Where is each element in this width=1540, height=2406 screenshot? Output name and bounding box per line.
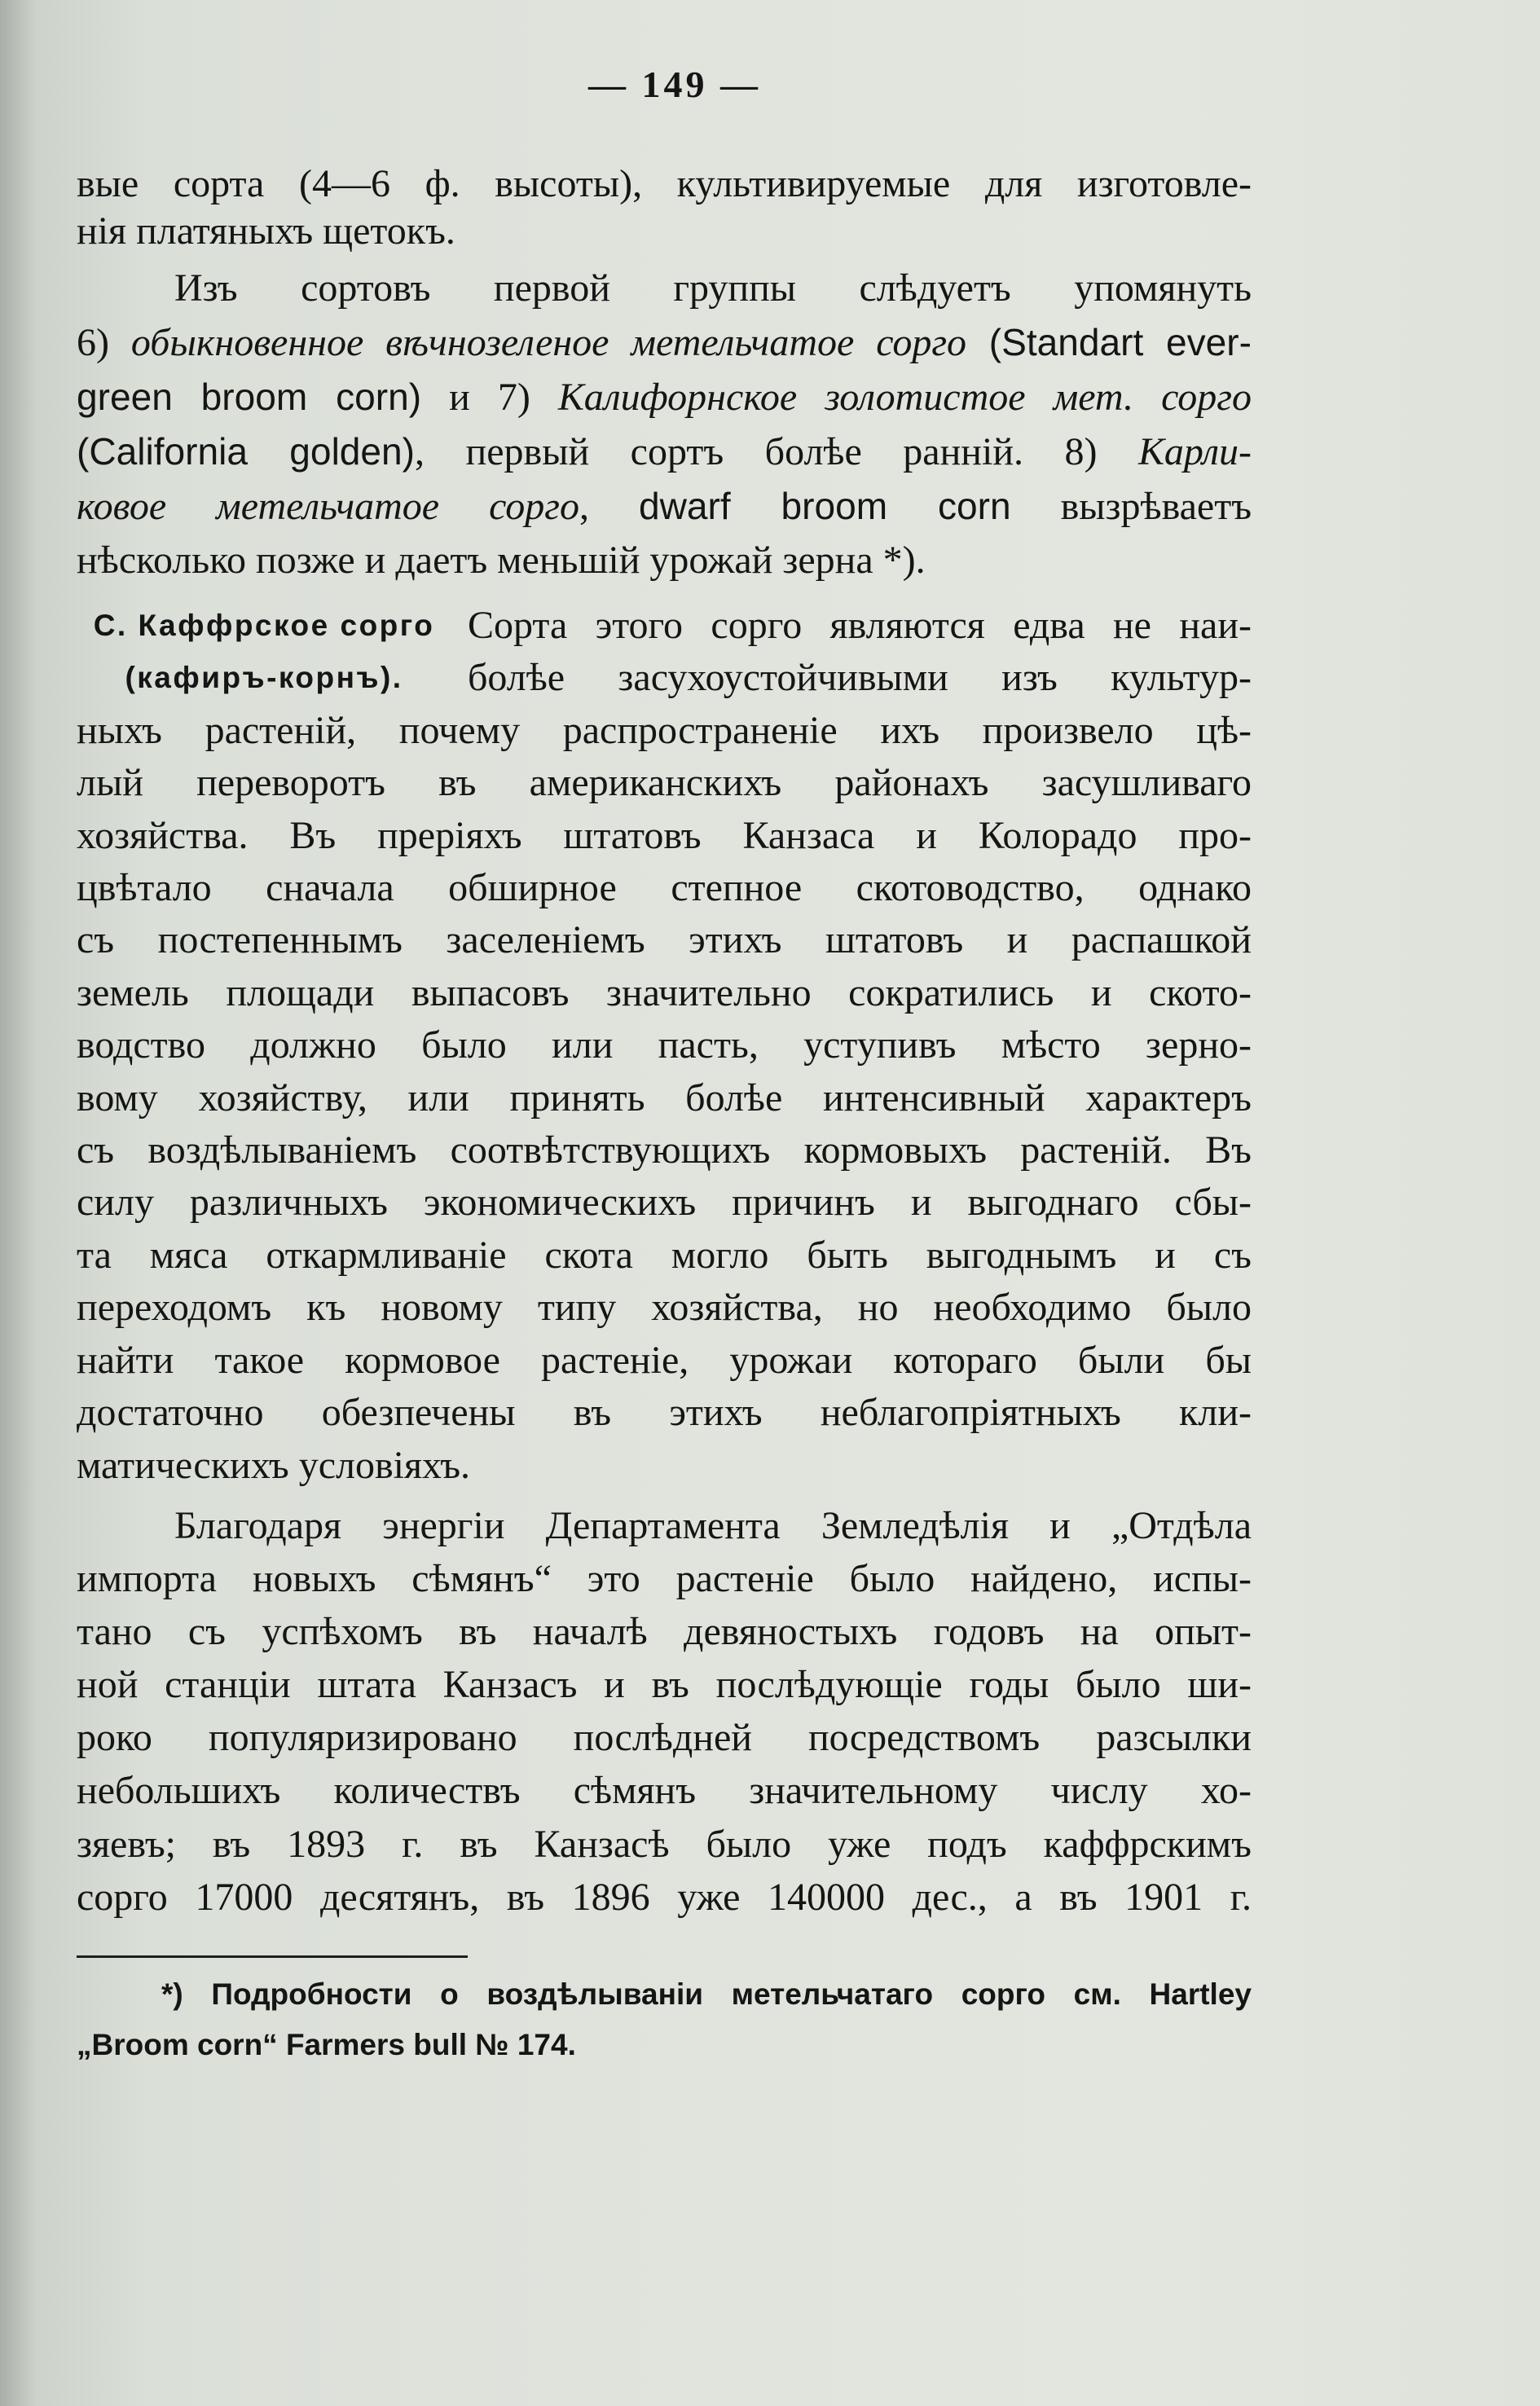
text-line	[77, 1335, 1252, 1387]
text-line	[77, 370, 1252, 424]
italic-text: Калифорнское золотистое мет. сорго	[557, 376, 1252, 419]
text-run: земель площади выпасовъ значительно сократились и ското-	[77, 970, 1252, 1014]
text-line	[77, 1177, 1252, 1229]
text-run: матическихъ условіяхъ.	[77, 1443, 471, 1487]
side-heading-title: С. Каффрское сорго	[93, 609, 435, 642]
text-run: водство должно было или пасть, уступивъ мѣсто зерно-	[77, 1023, 1252, 1067]
page-number: — 149 —	[588, 64, 761, 105]
paragraph-lines	[77, 262, 1252, 587]
text-line	[77, 1818, 1252, 1871]
footnote-separator	[77, 1955, 468, 1958]
text-line	[77, 161, 1252, 208]
text-run: хозяйства. Въ преріяхъ штатовъ Канзаса и Колорадо про-	[77, 813, 1252, 857]
text-line	[77, 1658, 1252, 1711]
latin-text: (Standart ever-	[966, 321, 1252, 363]
text-run: и 7)	[421, 376, 558, 419]
text-line	[77, 810, 1252, 862]
text-line	[77, 1282, 1252, 1334]
text-run: импорта новыхъ сѣмянъ“ это растеніе было найдено, испы-	[77, 1557, 1252, 1601]
latin-text: dwarf broom corn	[638, 485, 1011, 527]
text-line	[77, 1072, 1252, 1124]
text-line	[77, 1552, 1252, 1605]
text-run: зяевъ; въ 1893 г. въ Канзасѣ было уже подъ каффрскимъ	[77, 1822, 1252, 1866]
text-run: небольшихъ количествъ сѣмянъ значительному числу хо-	[77, 1769, 1252, 1813]
text-line	[468, 652, 1252, 704]
text-run: болѣе засухоустойчивыми изъ культур-	[468, 656, 1252, 700]
text-line	[77, 262, 1252, 315]
text-run: цвѣтало сначала обширное степное скотоводство, однако	[77, 866, 1252, 910]
text-line	[77, 914, 1252, 966]
text-run: нѣсколько позже и даетъ меньшій урожай зерна *).	[77, 539, 926, 582]
text-line	[77, 479, 1252, 534]
italic-text: ковое метельчатое сорго	[77, 485, 579, 528]
paragraph-2	[77, 262, 1252, 587]
text-run: ныхъ растеній, почему распространеніе ихъ произвело цѣ-	[77, 708, 1252, 752]
paragraph-lines	[77, 1499, 1252, 1924]
text-line	[77, 1605, 1252, 1658]
paragraph-4	[77, 1499, 1252, 1924]
text-line	[77, 967, 1252, 1019]
text-line	[77, 1229, 1252, 1282]
text-run: съ воздѣлываніемъ соотвѣтствующихъ кормовыхъ растеній. Въ	[77, 1128, 1252, 1172]
text-line	[77, 2020, 1252, 2070]
text-run: вому хозяйству, или принять болѣе интенсивный характеръ	[77, 1075, 1252, 1119]
text-line	[77, 1499, 1252, 1552]
text-run: Сорта этого сорго являются едва не наи-	[468, 604, 1252, 647]
text-line	[77, 1387, 1252, 1439]
text-line	[468, 600, 1252, 652]
latin-text: green broom corn)	[77, 376, 422, 418]
text-line	[77, 1124, 1252, 1177]
text-run: Благодаря энергіи Департамента Земледѣлія и „Отдѣла	[174, 1504, 1252, 1547]
side-heading	[77, 600, 451, 705]
text-run: роко популяризировано послѣдней посредствомъ разсылки	[77, 1716, 1252, 1760]
text-line	[77, 1711, 1252, 1764]
paragraph-lines	[77, 600, 1252, 1492]
paragraph-lines	[77, 161, 1252, 255]
text-line	[77, 1019, 1252, 1071]
text-run: переходомъ къ новому типу хозяйства, но необходимо было	[77, 1286, 1252, 1330]
text-line	[77, 315, 1252, 370]
text-run: найти такое кормовое растеніе, урожаи котораго были бы	[77, 1338, 1252, 1382]
text-line	[77, 424, 1252, 479]
latin-text: (California golden)	[77, 430, 416, 473]
text-run: лый переворотъ въ американскихъ районахъ засушливаго	[77, 761, 1252, 805]
text-line	[77, 1969, 1252, 2020]
text-run: , первый сортъ болѣе ранній. 8)	[415, 430, 1139, 473]
text-run: Изъ сортовъ первой группы слѣдуетъ упомянуть	[174, 266, 1252, 310]
text-run: съ постепеннымъ заселеніемъ этихъ штатовъ и распашкой	[77, 918, 1252, 962]
text-line	[77, 1764, 1252, 1817]
footnote-lines	[77, 1969, 1252, 2070]
text-run: сорго 17000 десятянъ, въ 1896 уже 140000 дес., а въ 1901 г.	[77, 1875, 1252, 1919]
text-run: тано съ успѣхомъ въ началѣ девяностыхъ годовъ на опыт-	[77, 1610, 1252, 1654]
paragraph-3	[77, 600, 1252, 1492]
text-run: *) Подробности о воздѣлываніи метельчатаго сорго см. Hartley	[161, 1977, 1252, 2011]
text-run: силу различныхъ экономическихъ причинъ и выгоднаго сбы-	[77, 1181, 1252, 1225]
italic-text: обыкновенное вѣчнозеленое метельчатое сорго	[130, 321, 967, 364]
text-line	[77, 757, 1252, 809]
side-heading-subtitle: (кафиръ-корнъ).	[125, 661, 403, 695]
text-run: достаточно обезпечены въ этихъ неблагопріятныхъ кли-	[77, 1391, 1252, 1435]
italic-text: Карли-	[1138, 430, 1252, 473]
text-line	[77, 208, 1252, 255]
text-line	[77, 862, 1252, 914]
text-line	[77, 705, 1252, 757]
text-line	[77, 1440, 1252, 1492]
text-run: та мяса откармливаніе скота могло быть выгоднымъ и съ	[77, 1233, 1252, 1277]
text-run: нія платяныхъ щетокъ.	[77, 209, 455, 253]
text-line	[77, 1871, 1252, 1924]
text-line	[77, 534, 1252, 587]
text-run: вые сорта (4—6 ф. высоты), культивируемые для изготовле-	[77, 162, 1252, 205]
paragraph-1	[77, 161, 1252, 255]
footnote	[77, 1969, 1252, 2070]
text-run: ,	[579, 485, 639, 528]
text-run: 6)	[77, 321, 131, 364]
text-run: „Broom corn“ Farmers bull № 174.	[77, 2028, 576, 2061]
text-run: вызрѣваетъ	[1010, 485, 1252, 528]
text-run: ной станціи штата Канзасъ и въ послѣдующіе годы было ши-	[77, 1663, 1252, 1707]
